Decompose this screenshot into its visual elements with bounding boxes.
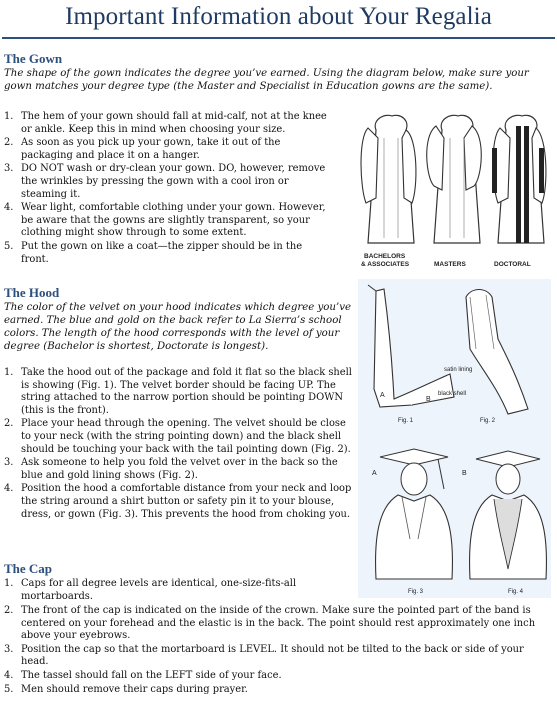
fig4-caption: Fig. 4 <box>508 589 524 595</box>
list-item: 2. As soon as you pick up your gown, take it out of the packaging and place it on a hanger. <box>4 137 281 161</box>
list-item: 2. Place your head through the opening. The velvet should be close to your neck (with the string pointing down) and the black shell should be touching your back with the tail pointing down (Fig. 2). <box>4 418 351 455</box>
satin-lining-label: satin lining <box>444 367 473 373</box>
list-item: 5. Men should remove their caps during prayer. <box>4 683 248 695</box>
page-title: Important Information about Your Regalia <box>65 3 492 30</box>
masters-label: MASTERS <box>434 261 466 268</box>
black-shell-label: black shell <box>438 391 467 397</box>
list-item: 3. Position the cap so that the mortarboard is LEVEL. It should not be tilted to the back or side of your head. <box>4 643 524 668</box>
masters-gown-illustration <box>427 115 482 243</box>
hood-diagram <box>358 279 551 598</box>
list-item: 3. Ask someone to help you fold the velvet over in the back so the blue and gold lining shows (Fig. 2). <box>4 457 338 481</box>
cap-heading: The Cap <box>4 561 53 576</box>
list-item: 1. The hem of your gown should fall at mid-calf, not at the knee or ankle. Keep this in mind when choosing your size. <box>4 111 327 135</box>
fig2-caption: Fig. 2 <box>480 418 496 424</box>
fig3-label-a: A <box>372 470 377 477</box>
list-item: 5. Put the gown on like a coat—the zipper should be in the front. <box>4 240 303 265</box>
fig1-label-a: A <box>380 392 385 399</box>
gown-diagram <box>354 108 554 276</box>
gown-heading: The Gown <box>4 51 63 66</box>
list-item: 4. Wear light, comfortable clothing under your gown. However, be aware that the gowns are slightly transparent, so your clothing might show through to some extent. <box>4 202 326 239</box>
fig1-label-b: B <box>426 396 431 403</box>
list-item: 1. Caps for all degree levels are identical, one-size-fits-all mortarboards. <box>4 578 297 602</box>
cap-list <box>4 605 552 697</box>
doctoral-gown-illustration <box>492 115 546 243</box>
doctoral-label: DOCTORAL <box>494 261 531 268</box>
associates-label: & ASSOCIATES <box>361 261 410 268</box>
list-item: 1. Take the hood out of the package and fold it flat so the black shell is showing (Fig. 1). The velvet border should be facing UP. The string attached to the narrow portion should be pointing DOWN (this is the front). <box>4 367 352 416</box>
fig1-hood-flat-illustration <box>368 285 454 407</box>
gown-list <box>4 111 330 267</box>
fig3-caption: Fig. 3 <box>408 589 424 595</box>
gown-intro: The shape of the gown indicates the degree you’ve earned. Using the diagram below, make sure your gown matches your degree type (the Master and Specialist in Education gowns are the same). <box>4 68 529 92</box>
cap-list-short <box>4 578 358 604</box>
fig4-label-b: B <box>462 470 467 477</box>
list-item: 3. DO NOT wash or dry-clean your gown. DO, however, remove the wrinkles by pressing the gown with a cool iron or steaming it. <box>4 163 326 200</box>
list-item: 4. The tassel should fall on the LEFT side of your face. <box>4 669 282 681</box>
fig1-caption: Fig. 1 <box>398 418 414 424</box>
list-item: 4. Position the hood a comfortable distance from your neck and loop the string around a shirt button or safety pin it to your blouse, dress, or gown (Fig. 3). This prevents the hood from choking you. <box>4 483 352 520</box>
hood-heading: The Hood <box>4 285 60 300</box>
bachelors-label: BACHELORS <box>364 253 406 260</box>
bachelors-gown-illustration <box>361 115 416 243</box>
fig3-graduate-front-illustration <box>376 449 453 579</box>
hood-intro: The color of the velvet on your hood indicates which degree you’ve earned. The blue and gold on the back refer to La Sierra’s school colors. The length of the hood corresponds with the level of your degree (Bachelor is shortest, Doctorate is longest). <box>4 302 351 352</box>
hood-list <box>4 367 352 522</box>
list-item: 2. The front of the cap is indicated on the inside of the crown. Make sure the pointed part of the band is centered on your forehead and the elastic is in the back. The point should rest approximately one inch above your eyebrows. <box>4 605 536 642</box>
fig2-hood-back-illustration <box>466 290 528 415</box>
fig4-graduate-back-illustration <box>470 451 547 579</box>
title-divider <box>2 37 555 39</box>
